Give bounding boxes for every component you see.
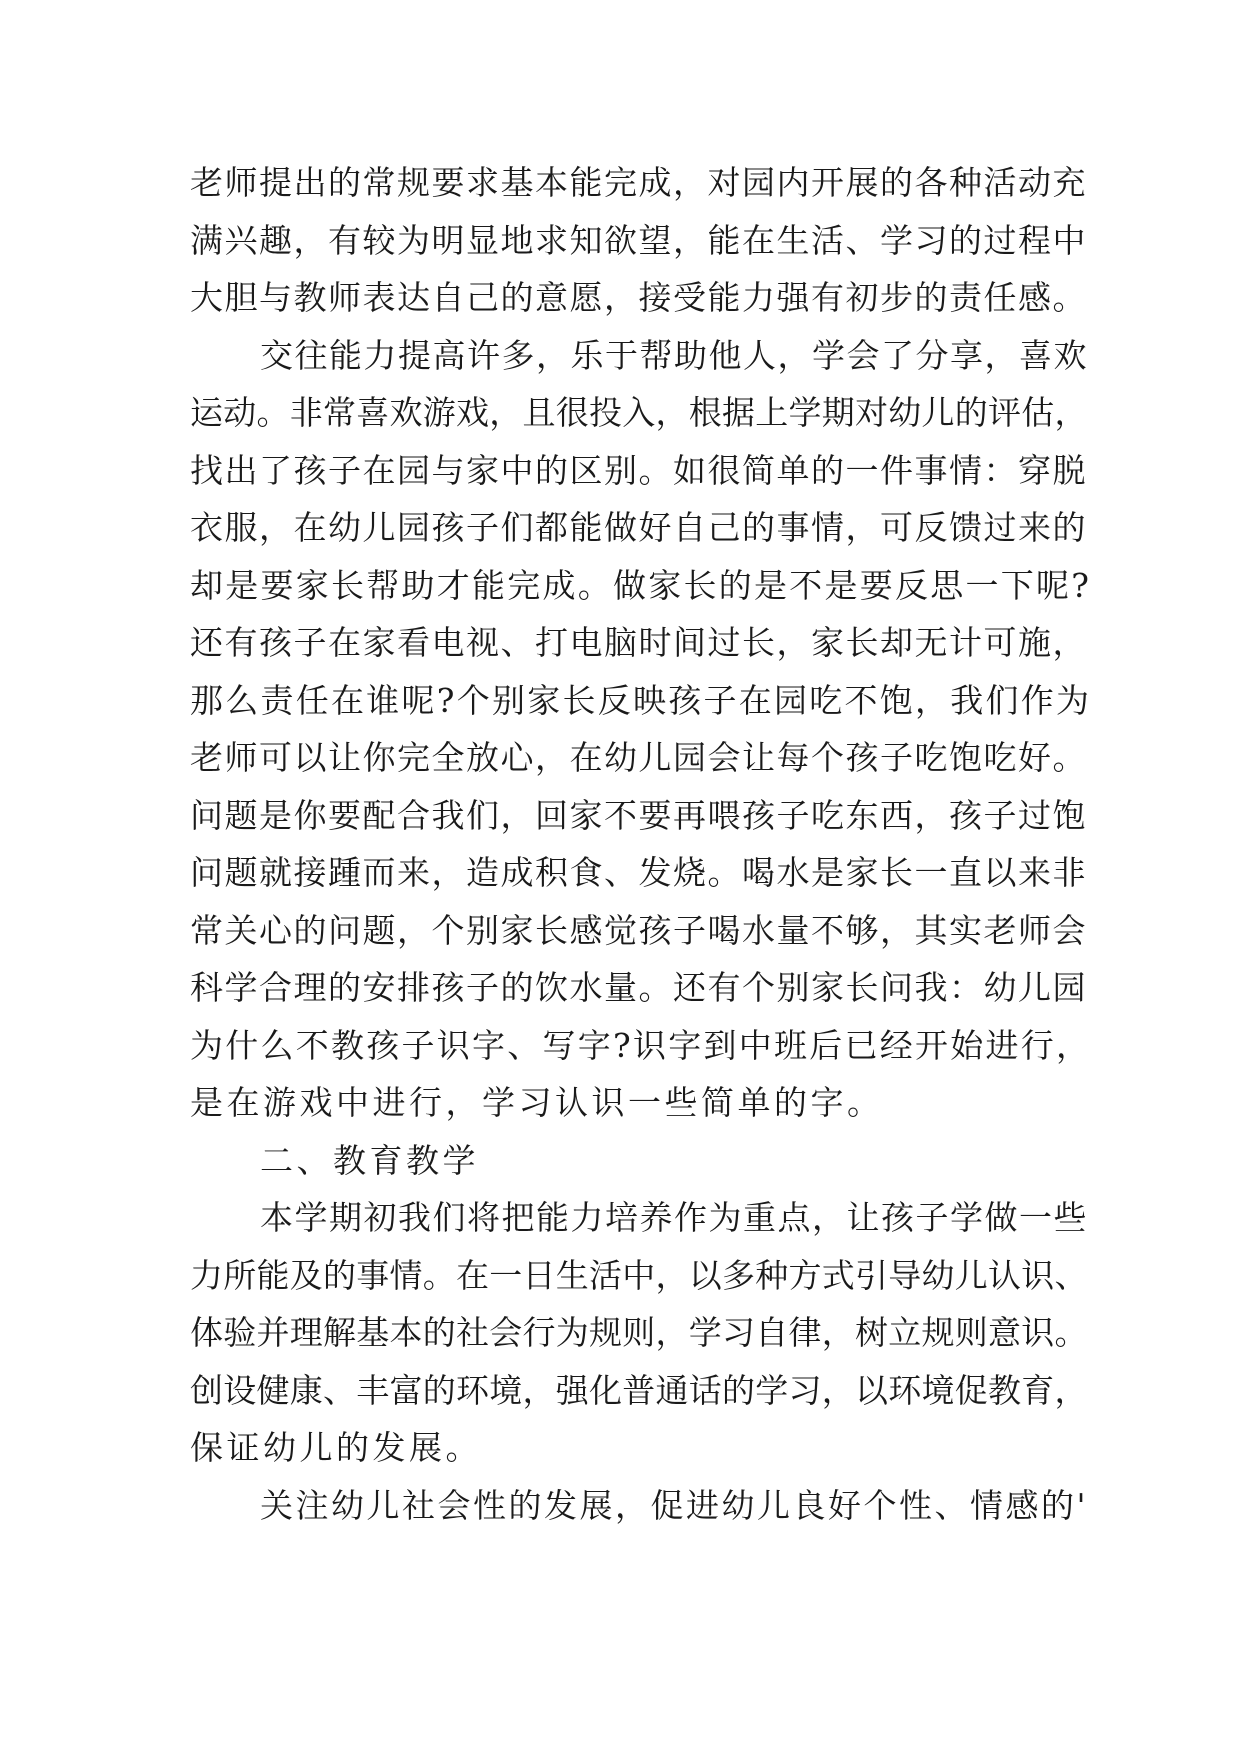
text-line: 还有孩子在家看电视、打电脑时间过长，家长却无计可施， [190,623,1087,662]
text-line: 创设健康、丰富的环境，强化普通话的学习，以环境促教育， [190,1370,1088,1410]
document-body [190,154,1092,1534]
text-line: 老师提出的常规要求基本能完成，对园内开展的各种活动充 [190,163,1087,202]
paragraph-start-line: 交往能力提高许多，乐于帮助他人，学会了分享，喜欢 [260,335,1088,375]
text-line: 力所能及的事情。在一日生活中，以多种方式引导幼儿认识、 [190,1255,1088,1295]
text-line: 为什么不教孩子识字、写字?识字到中班后已经开始进行， [190,1025,1092,1065]
text-line: 体验并理解基本的社会行为规则，学习自律，树立规则意识。 [190,1313,1088,1352]
paragraph-start-line: 关注幼儿社会性的发展，促进幼儿良好个性、情感的' [260,1485,1089,1525]
text-line: 满兴趣，有较为明显地求知欲望，能在生活、学习的过程中 [190,220,1087,260]
text-line: 问题就接踵而来，造成积食、发烧。喝水是家长一直以来非 [190,853,1087,892]
text-line: 问题是你要配合我们，回家不要再喂孩子吃东西，孩子过饱 [190,795,1087,835]
text-line: 却是要家长帮助才能完成。做家长的是不是要反思一下呢? [190,565,1092,605]
text-line: 大胆与教师表达自己的意愿，接受能力强有初步的责任感。 [190,278,1087,317]
paragraph-start-line: 本学期初我们将把能力培养作为重点，让孩子学做一些 [260,1198,1088,1237]
text-line: 那么责任在谁呢?个别家长反映孩子在园吃不饱，我们作为 [190,680,1092,720]
text-line: 老师可以让你完全放心，在幼儿园会让每个孩子吃饱吃好。 [190,738,1087,777]
text-line: 科学合理的安排孩子的饮水量。还有个别家长问我：幼儿园 [190,968,1087,1007]
section-heading: 二、教育教学 [260,1140,479,1180]
text-line: 保证幼儿的发展。 [190,1428,482,1467]
text-line: 衣服，在幼儿园孩子们都能做好自己的事情，可反馈过来的 [190,508,1087,547]
text-line: 找出了孩子在园与家中的区别。如很简单的一件事情：穿脱 [190,450,1087,490]
text-line: 是在游戏中进行，学习认识一些简单的字。 [190,1083,884,1122]
text-line: 常关心的问题，个别家长感觉孩子喝水量不够，其实老师会 [190,910,1087,950]
text-line: 运动。非常喜欢游戏，且很投入，根据上学期对幼儿的评估， [190,393,1088,432]
